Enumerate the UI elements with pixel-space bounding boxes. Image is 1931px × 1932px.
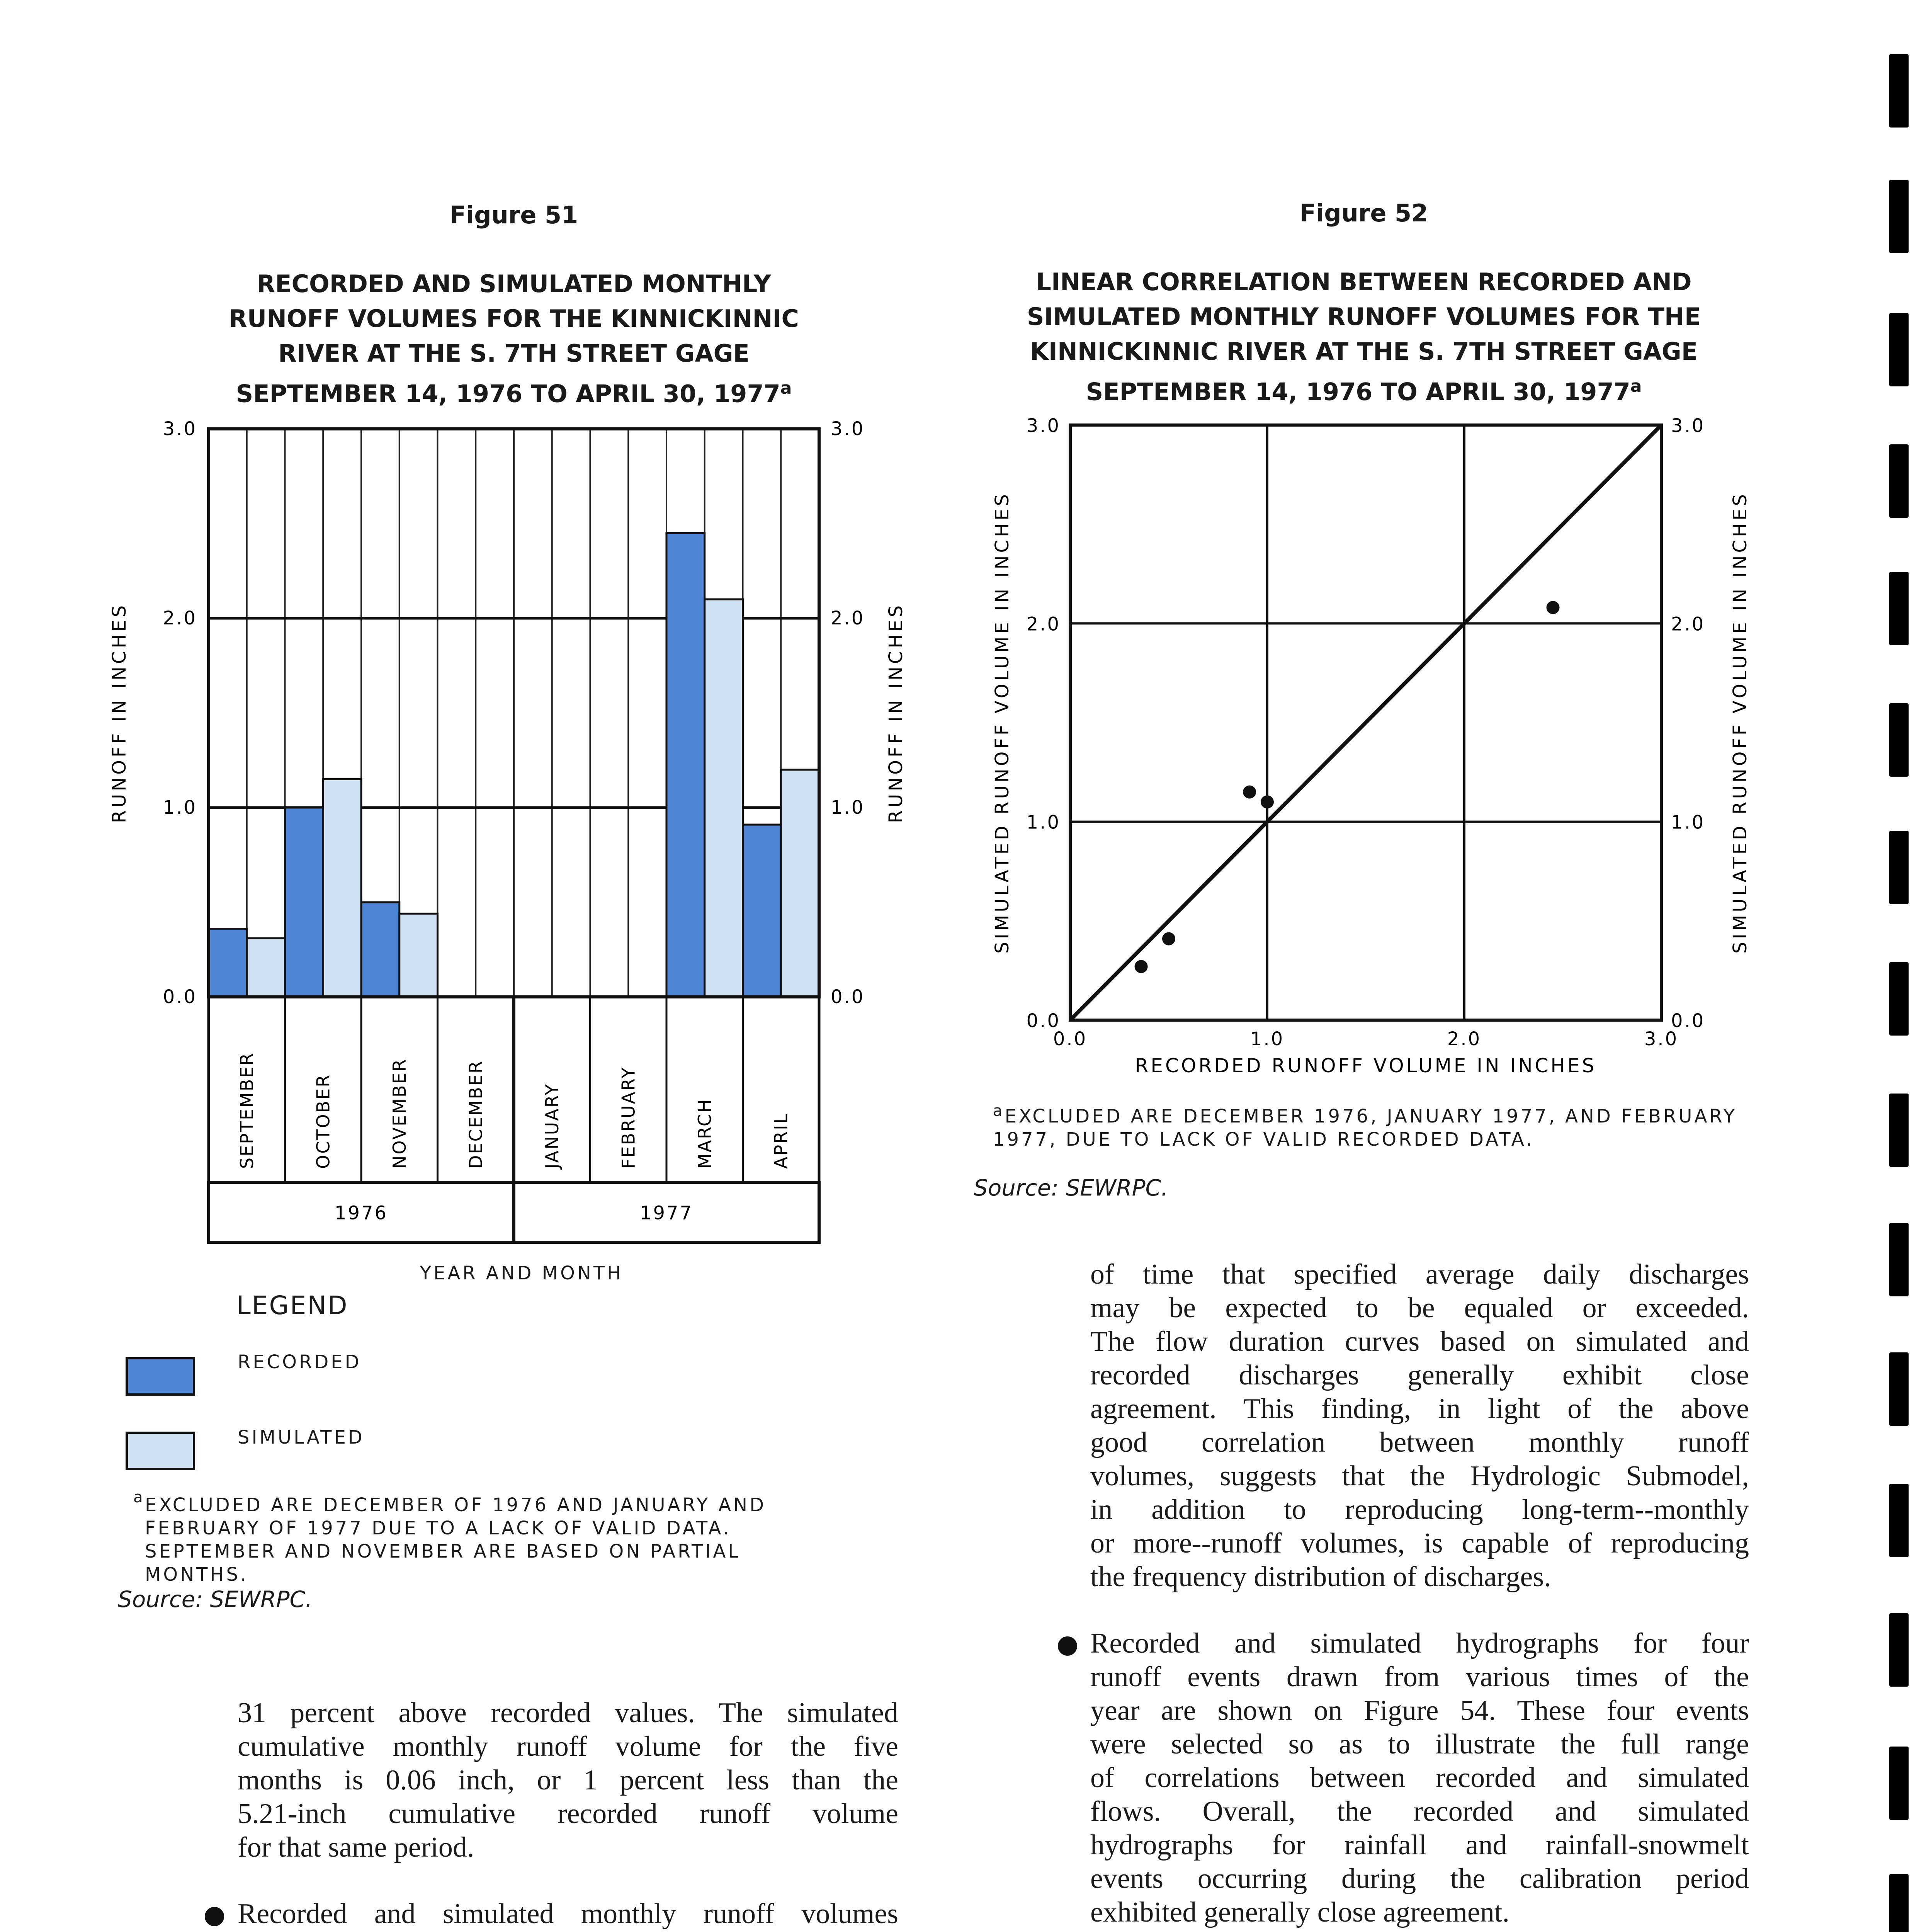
bar-recorded	[743, 825, 781, 997]
bar-recorded	[361, 902, 399, 997]
y-tick-label-right: 2.0	[831, 607, 865, 629]
y-tick-label-left: 1.0	[1026, 811, 1061, 833]
figure-51-source: Source: SEWRPC.	[118, 1586, 313, 1612]
y-tick-label-left: 1.0	[163, 797, 197, 818]
text-line: flows. Overall, the recorded and simulated	[1090, 1796, 1749, 1827]
figure-51-label: Figure 51	[449, 201, 578, 229]
category-label: JANUARY	[541, 1083, 563, 1169]
figure-52-labels	[991, 415, 1751, 1077]
data-point	[1135, 960, 1148, 973]
category-label: OCTOBER	[313, 1073, 334, 1169]
bullet-icon	[205, 1907, 224, 1926]
y-tick-label-right: 0.0	[831, 986, 865, 1008]
text-line: Recorded and simulated monthly runoff volumes	[238, 1898, 898, 1930]
margin-mark	[1889, 831, 1909, 904]
figure-52-footnote-mark: a	[993, 1102, 1005, 1120]
x-tick-label: 2.0	[1447, 1028, 1482, 1050]
figure-52-title-line-2: SIMULATED MONTHLY RUNOFF VOLUMES FOR THE	[1027, 303, 1701, 331]
x-tick-label: 1.0	[1250, 1028, 1285, 1050]
bar-simulated	[247, 938, 285, 997]
bar-recorded	[209, 929, 247, 997]
bar-simulated	[781, 770, 819, 997]
text-line: of time that specified average daily discharges	[1090, 1259, 1749, 1290]
y-axis-title-left: RUNOFF IN INCHES	[109, 602, 130, 823]
figure-52-one-to-one-line	[1070, 425, 1661, 1020]
data-point	[1261, 795, 1274, 808]
figure-52-label: Figure 52	[1299, 199, 1428, 227]
margin-mark	[1889, 1223, 1909, 1296]
bullet-icon	[1058, 1636, 1077, 1656]
text-line: Recorded and simulated hydrographs for four	[1090, 1628, 1749, 1659]
text-line: hydrographs for rainfall and rainfall-snowmelt	[1090, 1829, 1749, 1861]
figure-52-title-footnote-mark: a	[1630, 376, 1642, 396]
text-line: year are shown on Figure 54. These four events	[1090, 1695, 1749, 1726]
margin-mark	[1889, 703, 1909, 777]
figure-52-title-line-3: KINNICKINNIC RIVER AT THE S. 7TH STREET GAGE	[1030, 337, 1698, 366]
y-tick-label-left: 2.0	[163, 607, 197, 629]
text-line: good correlation between monthly runoff	[1090, 1427, 1749, 1458]
legend-simulated-swatch	[126, 1432, 195, 1470]
text-line: recorded discharges generally exhibit close	[1090, 1359, 1749, 1391]
text-line: runoff events drawn from various times of the	[1090, 1661, 1749, 1693]
y-tick-label-right: 3.0	[831, 418, 865, 440]
x-axis-title: RECORDED RUNOFF VOLUME IN INCHES	[1135, 1054, 1597, 1077]
figure-52-footnote-line-2: 1977, DUE TO LACK OF VALID RECORDED DATA.	[993, 1129, 1535, 1150]
margin-mark	[1889, 572, 1909, 645]
margin-mark	[1889, 1094, 1909, 1167]
figure-51-title-line-2: RUNOFF VOLUMES FOR THE KINNICKINNIC	[229, 304, 799, 333]
category-label: FEBRUARY	[618, 1066, 639, 1169]
figure-51-title-line-3: RIVER AT THE S. 7TH STREET GAGE	[278, 339, 750, 367]
category-label: MARCH	[694, 1098, 715, 1169]
figure-51-footnote-line-4: MONTHS.	[145, 1564, 249, 1585]
margin-mark	[1889, 180, 1909, 253]
text-line: 5.21-inch cumulative recorded runoff volume	[238, 1798, 898, 1830]
text-line: may be expected to be equaled or exceeded.	[1090, 1292, 1749, 1324]
bar-simulated	[399, 913, 438, 997]
text-line: the frequency distribution of discharges.	[1090, 1561, 1551, 1593]
margin-mark	[1889, 1874, 1909, 1932]
figure-52-title-line-4: SEPTEMBER 14, 1976 TO APRIL 30, 1977$^a$	[1086, 376, 1642, 406]
figure-51-footnote-mark: a	[133, 1488, 145, 1506]
y-axis-title-right: RUNOFF IN INCHES	[885, 602, 907, 823]
text-line: in addition to reproducing long-term--monthly	[1090, 1494, 1749, 1526]
year-label: 1977	[639, 1202, 694, 1224]
y-tick-label-right: 1.0	[831, 797, 865, 818]
margin-mark	[1889, 962, 1909, 1036]
x-tick-label: 0.0	[1053, 1028, 1088, 1050]
left-paragraph-1	[238, 1696, 898, 1864]
data-point	[1162, 932, 1175, 946]
text-line: volumes, suggests that the Hydrologic Submodel,	[1090, 1460, 1749, 1492]
category-label: APRIL	[770, 1112, 792, 1169]
bar-simulated	[705, 599, 743, 997]
legend-recorded-label: RECORDED	[238, 1351, 362, 1373]
right-bullet-1	[1090, 1627, 1749, 1929]
figure-51-title-line-1: RECORDED AND SIMULATED MONTHLY	[257, 270, 771, 298]
text-line: events occurring during the calibration period	[1090, 1863, 1749, 1895]
legend-title: LEGEND	[236, 1291, 348, 1320]
figure-51-footnote-line-1: EXCLUDED ARE DECEMBER OF 1976 AND JANUARY AND	[145, 1494, 767, 1516]
margin-mark	[1889, 444, 1909, 518]
data-point	[1547, 601, 1560, 614]
y-tick-label-left: 2.0	[1026, 613, 1061, 635]
figure-51-footnote-line-2: FEBRUARY OF 1977 DUE TO A LACK OF VALID DATA.	[145, 1517, 731, 1539]
margin-mark	[1889, 1613, 1909, 1687]
margin-mark	[1889, 313, 1909, 386]
text-line: months is 0.06 inch, or 1 percent less than the	[238, 1764, 898, 1796]
figure-52-scatter-chart	[966, 386, 1797, 1101]
figure-51-bar-chart	[0, 0, 966, 1314]
legend-simulated-label: SIMULATED	[238, 1427, 365, 1448]
figure-51-title-line-4: SEPTEMBER 14, 1976 TO APRIL 30, 1977$^a$	[236, 378, 792, 408]
category-label: SEPTEMBER	[236, 1052, 257, 1169]
figure-51-xlabel: YEAR AND MONTH	[420, 1262, 624, 1284]
category-label: NOVEMBER	[389, 1058, 410, 1169]
y-tick-label-left: 0.0	[163, 986, 197, 1008]
figure-52-footnote	[993, 1099, 1766, 1151]
figure-51-title-footnote-mark: a	[780, 378, 792, 398]
year-label: 1976	[334, 1202, 388, 1224]
x-tick-label: 3.0	[1644, 1028, 1679, 1050]
text-line: agreement. This finding, in light of the above	[1090, 1393, 1749, 1425]
figure-52-points	[1135, 601, 1560, 973]
text-line: exhibited generally close agreement.	[1090, 1896, 1509, 1928]
margin-mark	[1889, 1747, 1909, 1820]
y-axis-title-right: SIMULATED RUNOFF VOLUME IN INCHES	[1729, 492, 1751, 954]
category-label: DECEMBER	[465, 1060, 486, 1169]
left-bullet-1	[238, 1897, 898, 1932]
text-line: were selected so as to illustrate the full range	[1090, 1728, 1749, 1760]
legend-recorded-swatch	[126, 1357, 195, 1396]
one-to-one-line	[1070, 425, 1661, 1020]
figure-52-title-line-1: LINEAR CORRELATION BETWEEN RECORDED AND	[1036, 268, 1692, 296]
figure-52-source: Source: SEWRPC.	[974, 1175, 1168, 1201]
text-line: for that same period.	[238, 1832, 474, 1863]
bar-simulated	[323, 779, 361, 997]
y-tick-label-right: 3.0	[1671, 415, 1705, 437]
y-tick-label-left: 3.0	[163, 418, 197, 440]
margin-mark	[1889, 54, 1909, 128]
text-line: 31 percent above recorded values. The simulated	[238, 1697, 898, 1729]
y-tick-label-right: 0.0	[1671, 1010, 1705, 1032]
y-axis-title-left: SIMULATED RUNOFF VOLUME IN INCHES	[991, 492, 1013, 954]
text-line: of correlations between recorded and simulated	[1090, 1762, 1749, 1794]
text-line: or more--runoff volumes, is capable of reproducing	[1090, 1527, 1749, 1559]
figure-52-footnote-line-1: $^a$EXCLUDED ARE DECEMBER 1976, JANUARY 1977, AND FEBRUARY	[993, 1102, 1737, 1127]
bar-recorded	[666, 533, 705, 997]
y-tick-label-left: 3.0	[1026, 415, 1061, 437]
figure-51-footnote-line-3: SEPTEMBER AND NOVEMBER ARE BASED ON PARTIAL	[145, 1541, 741, 1562]
margin-mark	[1889, 1484, 1909, 1557]
text-line: cumulative monthly runoff volume for the five	[238, 1731, 898, 1762]
y-tick-label-left: 0.0	[1026, 1010, 1061, 1032]
figure-51-footnote	[133, 1488, 852, 1586]
margin-mark	[1889, 1352, 1909, 1426]
right-paragraph-1	[1090, 1258, 1749, 1594]
data-point	[1243, 786, 1256, 799]
text-line: The flow duration curves based on simulated and	[1090, 1326, 1749, 1357]
bar-recorded	[285, 808, 323, 997]
y-tick-label-right: 2.0	[1671, 613, 1705, 635]
y-tick-label-right: 1.0	[1671, 811, 1705, 833]
